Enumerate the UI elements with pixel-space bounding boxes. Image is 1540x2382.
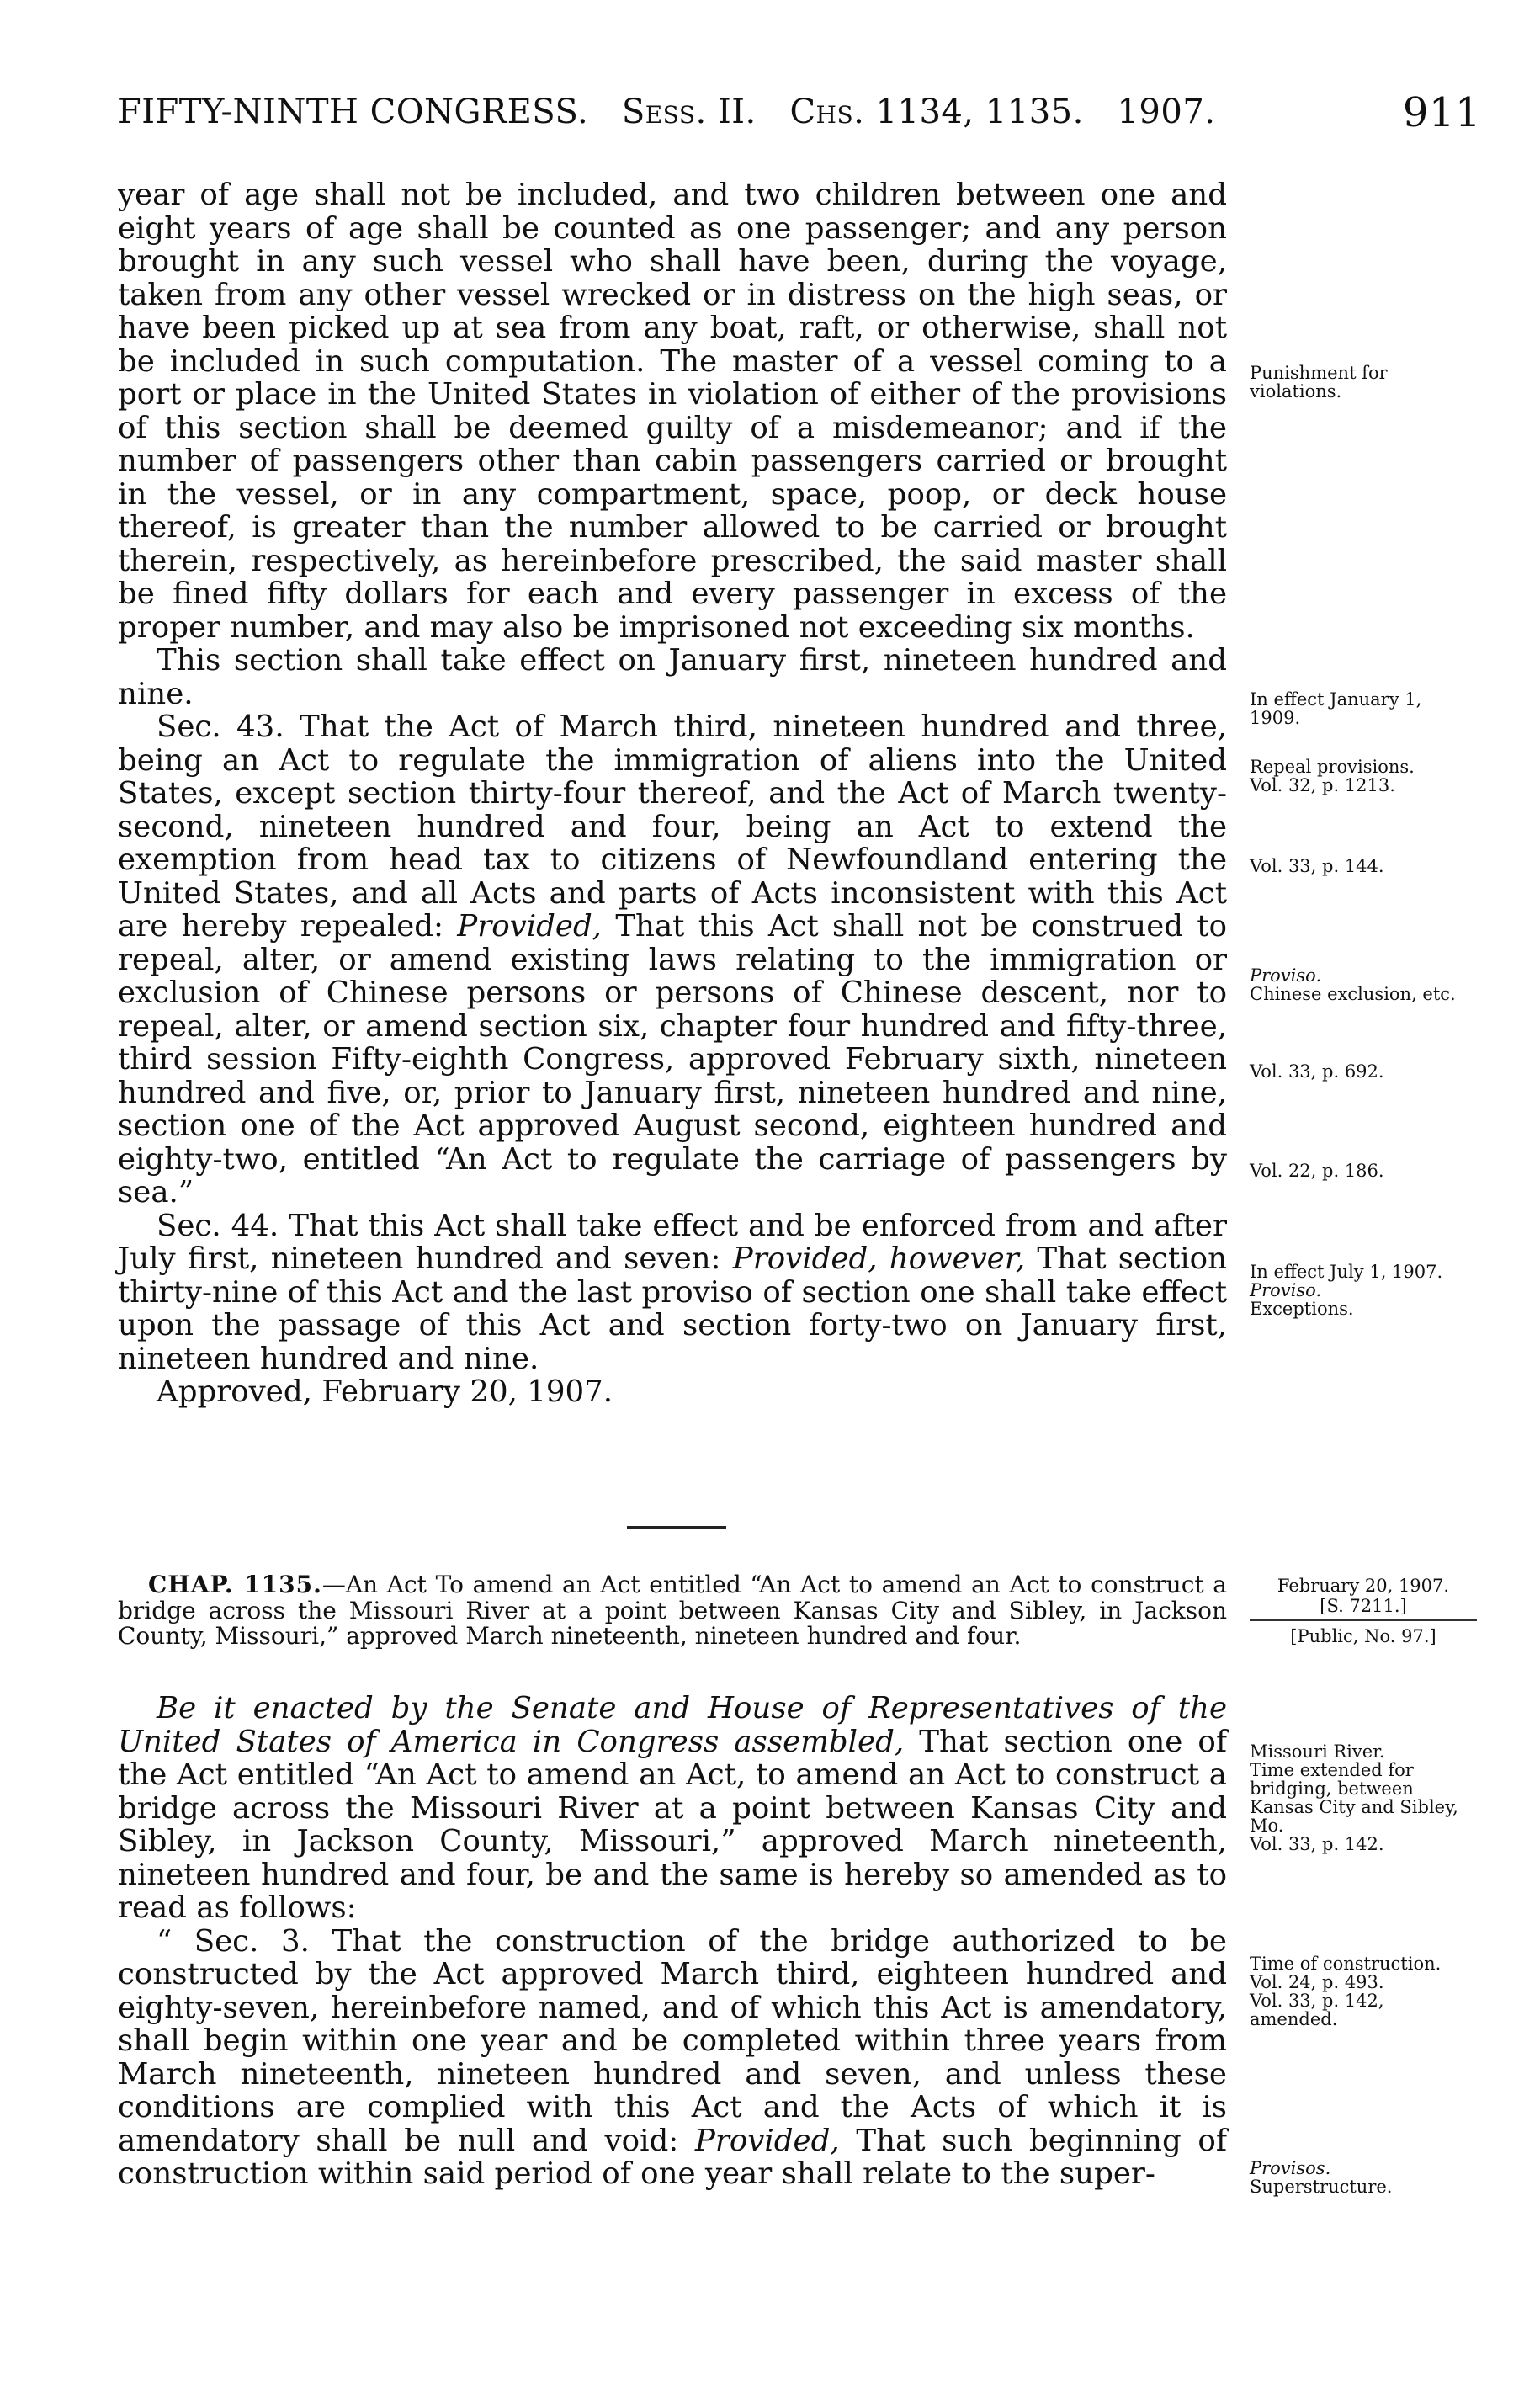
- paragraph-section-44: [118, 1210, 1227, 1376]
- chapter-1135-date: February 20, 1907.: [1277, 1576, 1450, 1596]
- margin-note-proviso-2: Proviso.: [1250, 1280, 1322, 1300]
- margin-note-effective-1909: In effect January 1, 1909.: [1250, 689, 1422, 728]
- chapter-1134-text: [118, 178, 1227, 1409]
- margin-note-effective-1907: [1250, 1263, 1477, 1318]
- enacting-text: That section one of the Act entitled “An Act to amend an Act, to amend an Act to construct a bridge across the Missouri River at a point between Kansas City and Sibley, in Jackson County, Missouri,” approved March nineteenth, nineteen hundred and four, be and the same is hereby so amended as to read as follows:: [118, 1724, 1227, 1925]
- section-44-provided: Provided, however,: [732, 1242, 1026, 1276]
- section-43-text-cont: That this Act shall not be construed to repeal, alter, or amend existing laws relating to the immigration or exclusion of Chinese persons or persons of Chinese descent, nor to repeal, alter, or amend section six, chapter four hundred and fifty-three, third session Fifty-eighth Congress, approved February sixth, nineteen hundred and five, or, prior to January first, nineteen hundred and nine, section one of the Act approved August second, eighteen hundred and eighty-two, entitled “An Act to regulate the carriage of passengers by sea.”: [118, 909, 1228, 1210]
- margin-note-vol-33-692: Vol. 33, p. 692.: [1250, 1061, 1384, 1082]
- chapter-1135-date-block: [1250, 1576, 1477, 1646]
- enacting-clause: Be it enacted by the Senate and House of Representatives of the United States of America in Congress assembled,: [118, 1691, 1227, 1759]
- running-header: [118, 89, 1481, 143]
- margin-note-vol-24-493: Vol. 24, p. 493.: [1250, 1972, 1384, 1992]
- paragraph-effective-1909: This section shall take effect on January first, nineteen hundred and nine.: [118, 643, 1227, 711]
- paragraph-section-3: [118, 1925, 1227, 2191]
- page-number: 911: [1402, 89, 1481, 136]
- margin-note-vol-33-142: Vol. 33, p. 142.: [1250, 1834, 1384, 1854]
- section-3-text: “ Sec. 3. That the construction of the bridge authorized to be constructed by the Act approved March third, eighteen hundred and eighty-seven, hereinbefore named, and of which this Act is amendatory, shall begin within one year and be completed within three years from March nineteenth, nineteen hundred and seven, and unless these conditions are complied with this Act and the Acts of which it is amendatory shall be null and void:: [118, 1923, 1227, 2158]
- section-43-text: Sec. 43. That the Act of March third, nineteen hundred and three, being an Act to regulate the immigration of aliens into the United States, except section thirty-four thereof, and the Act of March twenty-second, nineteen hundred and four, being an Act to extend the exemption from head tax to citizens of Newfoundland entering the United States, and all Acts and parts of Acts inconsistent with this Act are hereby repealed:: [118, 710, 1227, 944]
- chapter-1135-summary: —An Act To amend an Act entitled “An Act to amend an Act to construct a bridge across the Missouri River at a point between Kansas City and Sibley, in Jackson County, Missouri,” approved March nineteenth, nineteen hundred and four.: [118, 1571, 1227, 1650]
- section-43-provided: Provided,: [457, 909, 603, 944]
- margin-note-chinese-exclusion: [1250, 966, 1477, 1003]
- chapter-1135-public-law: [Public, No. 97.]: [1290, 1626, 1436, 1646]
- chapter-1135-label: CHAP. 1135.: [148, 1571, 322, 1598]
- running-head: [118, 93, 1215, 131]
- section-3-provided: Provided,: [694, 2123, 840, 2158]
- margin-note-in-effect-1907: In effect July 1, 1907.: [1250, 1262, 1443, 1282]
- section-3-text-cont: That such beginning of construction within said period of one year shall relate to the super-: [118, 2123, 1228, 2191]
- paragraph-passenger-computation: year of age shall not be included, and two children between one and eight years of age shall be counted as one passenger; and any person brought in any such vessel who shall have been, during the voyage, taken from any other vessel wrecked or in distress on the high seas, or have been picked up at sea from any boat, raft, or otherwise, shall not be included in such computation. The master of a vessel coming to a port or place in the United States in violation of either of the provisions of this section shall be deemed guilty of a misdemeanor; and if the number of passengers other than cabin passengers carried or brought in the vessel, or in any compartment, space, poop, or deck house thereof, is greater than the number allowed to be carried or brought therein, respectively, as hereinbefore prescribed, the said master shall be fined fifty dollars for each and every passenger in excess of the proper number, and may also be imprisoned not exceeding six months.: [118, 178, 1227, 645]
- paragraph-enacting: [118, 1692, 1227, 1925]
- running-head-session: Sess. II.: [621, 93, 757, 131]
- margin-note-superstructure: Superstructure.: [1250, 2177, 1393, 2197]
- margin-note-proviso-1: Proviso.: [1250, 965, 1322, 986]
- margin-note-time-extended: Time extended for bridging, between Kansas City and Sibley, Mo.: [1250, 1760, 1458, 1836]
- margin-note-chinese: Chinese exclusion, etc.: [1250, 984, 1456, 1004]
- running-head-congress: FIFTY-NINTH CONGRESS.: [118, 93, 589, 131]
- margin-note-provisos: [1250, 2159, 1477, 2196]
- chapter-1135-heading: [118, 1572, 1227, 1650]
- margin-note-missouri-river: [1250, 1742, 1477, 1853]
- section-44-text: Sec. 44. That this Act shall take effect and be enforced from and after July first, nineteen hundred and seven:: [118, 1208, 1227, 1276]
- margin-note-vol-22-186: Vol. 22, p. 186.: [1250, 1161, 1384, 1181]
- approved-line: Approved, February 20, 1907.: [157, 1374, 613, 1409]
- chapter-1135-bill: [S. 7211.]: [1320, 1596, 1407, 1616]
- running-head-chapters: Chs. 1134, 1135.: [789, 93, 1084, 131]
- margin-note-punishment: Punishment for violations.: [1250, 363, 1388, 401]
- margin-note-missouri-title: Missouri River.: [1250, 1741, 1385, 1762]
- margin-note-vol-33-144: Vol. 33, p. 144.: [1250, 856, 1384, 876]
- margin-note-provisos-title: Provisos.: [1250, 2158, 1331, 2178]
- margin-note-exceptions: Exceptions.: [1250, 1299, 1354, 1319]
- chapter-1135-date-divider: [1250, 1619, 1477, 1621]
- margin-note-vol-32-1213: Vol. 32, p. 1213.: [1250, 775, 1395, 795]
- running-head-year: 1907.: [1117, 93, 1216, 131]
- paragraph-section-43: [118, 710, 1227, 1210]
- margin-note-repeal-title: Repeal provisions.: [1250, 757, 1415, 777]
- margin-note-time-construction: Time of construction.: [1250, 1954, 1442, 1974]
- margin-note-vol-33-142-amended: Vol. 33, p. 142, amended.: [1250, 1991, 1384, 2029]
- section-44-text-cont: That section thirty-nine of this Act and the last proviso of section one shall take effect upon the passage of this Act and section forty-two on January first, nineteen hundred and nine.: [118, 1242, 1227, 1376]
- chapter-divider-rule: [627, 1526, 726, 1529]
- chapter-1135-text: [118, 1692, 1227, 2191]
- margin-note-repeal: [1250, 758, 1477, 795]
- margin-note-time-of-construction: [1250, 1954, 1477, 2028]
